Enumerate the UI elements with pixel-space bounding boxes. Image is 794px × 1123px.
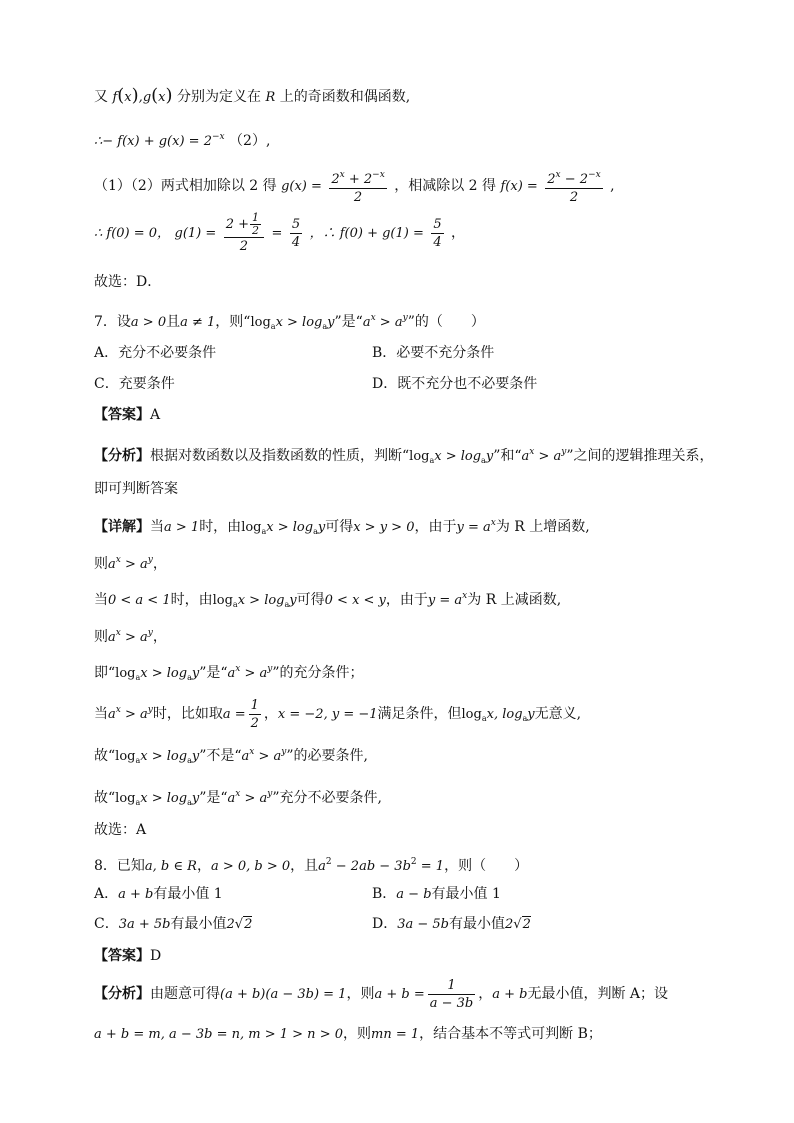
fraction: $\frac{1}{2}$: [250, 697, 259, 731]
option-d: D．3a − 5b有最小值2√2: [372, 916, 531, 932]
fraction: 2 + $\frac{1}{2}$ 2: [224, 212, 264, 255]
answer-8: 【答案】D: [94, 948, 162, 964]
analysis-8-line-2: a + b = m, a − 3b = n, m > 1 > n > 0，则mn = 1，结合基本不等式可判断 B；: [94, 1026, 602, 1042]
math-x: x: [124, 90, 132, 105]
fraction: $\frac{2^x + 2^{-x}}{2}$: [329, 167, 386, 206]
detail-7-line-6: 当$a^x > a^y$时，比如取a = $\frac{1}{2}$ ，x = −2, y = −1满足条件，但$\log_ax$, $\log_ay$无意义,: [94, 697, 582, 731]
detail-7-choose: 故选：A: [94, 822, 147, 838]
detail-7-line-7: 故“$\log_ax > \log_ay$”不是“$a^x > a^y$”的必要条件,: [94, 747, 368, 765]
option-d: D．既不充分也不必要条件: [372, 376, 538, 392]
option-b: B．必要不充分条件: [372, 345, 495, 361]
question-7-stem: 7．设a > 0且a ≠ 1，则“$\log_ax > \log_ay$”是“$a^x > a^y$”的（ ）: [94, 313, 485, 331]
detail-7-line-2: 则$a^x > a^y$，: [94, 555, 167, 572]
analysis-7-line-2: 即可判断答案: [94, 481, 178, 497]
fraction: $\frac{5}{4}$: [433, 216, 442, 250]
text-line-4: ∴ f(0) = 0， g(1) = 2 + $\frac{1}{2}$ 2 = $\frac{5}{4}$ ，∴ f(0) + g(1) = $\frac{5}{4}$ ，: [94, 210, 466, 254]
analysis-7-line-1: 【分析】根据对数函数以及指数函数的性质，判断“$\log_ax > \log_ay$”和“$a^x > a^y$”之间的逻辑推理关系，: [94, 447, 714, 465]
fraction: $\frac{5}{4}$: [291, 216, 301, 250]
detail-7-line-5: 即“$\log_ax > \log_ay$”是“$a^x > a^y$”的充分条件；: [94, 664, 364, 682]
option-b: B．a − b有最小值 1: [372, 886, 501, 902]
detail-7-line-4: 则$a^x > a^y$，: [94, 628, 167, 645]
fraction: $\frac{1}{a - 3b}$: [429, 977, 474, 1011]
text-line-5: 故选：D．: [94, 274, 162, 290]
question-8-stem: 8．已知a, b ∈ R，a > 0, b > 0，且$a^2 - 2ab - 3b^2 = 1$，则（ ）: [94, 857, 529, 874]
text-line-1: 又 f(x),g(x) 分别为定义在 R 上的奇函数和偶函数,: [94, 85, 411, 106]
text: 又: [94, 89, 108, 105]
detail-7-line-1: 【详解】当a > 1时，由$\log_ax > \log_ay$可得x > y > 0，由于$y = a^x$为 R 上增函数,: [94, 518, 590, 536]
answer-7: 【答案】A: [94, 407, 161, 423]
detail-7-line-3: 当0 < a < 1时，由$\log_ax > \log_ay$可得0 < x < y，由于$y = a^x$为 R 上减函数,: [94, 591, 562, 609]
option-c: C．充要条件: [94, 376, 175, 392]
detail-7-line-8: 故“$\log_ax > \log_ay$”是“$a^x > a^y$”充分不必要条件,: [94, 789, 382, 807]
option-c: C．3a + 5b有最小值2√2: [94, 916, 253, 932]
text-line-2: ∴− $f(x) + g(x) = 2^{-x}$ （2）,: [94, 132, 271, 149]
math-g: g: [142, 90, 152, 105]
option-a: A．a + b有最小值 1: [94, 886, 223, 902]
analysis-8-line-1: 【分析】由题意可得(a + b)(a − 3b) = 1，则a + b = $\frac{1}{a - 3b}$ ，a + b无最小值，判断 A；设: [94, 977, 669, 1011]
fraction: $\frac{2^x - 2^{-x}}{2}$: [545, 167, 602, 206]
option-a: A．充分不必要条件: [94, 345, 217, 361]
text-line-3: （1）（2）两式相加除以 2 得 g(x) = $\frac{2^x + 2^{-x}}{2}$ ，相减除以 2 得 f(x) = $\frac{2^x - 2^{-x}}{2}$ ,: [94, 166, 615, 207]
math-f: f: [112, 90, 118, 105]
